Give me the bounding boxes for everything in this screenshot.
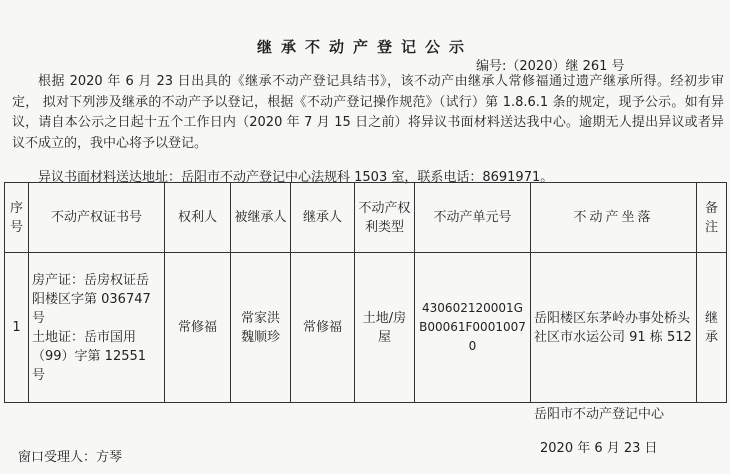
cell-cert-no	[29, 253, 165, 403]
cell-owner: 常修福	[165, 253, 231, 403]
cert-land: 土地证：岳市国用（99）字第 12551 号	[32, 329, 147, 383]
issuer-name: 岳阳市不动产登记中心	[534, 407, 665, 422]
table-header-row	[5, 183, 727, 253]
cell-unit-no: 430602120001GB00061F00010070	[415, 253, 531, 403]
cell-heir: 常修福	[291, 253, 355, 403]
issue-date: 2020 年 6 月 23 日	[540, 441, 658, 456]
notice-title: 继承不动产登记公示	[256, 38, 473, 56]
header-owner: 权利人	[165, 183, 231, 253]
header-right-type: 不动产权利类型	[355, 183, 415, 253]
cell-right-type: 土地/房屋	[355, 253, 415, 403]
notice-body: 根据 2020 年 6 月 23 日出具的《继承不动产登记具结书》，该不动产由继承人常修福通过遗产继承所得。经初步审定， 拟对下列涉及继承的不动产予以登记，根据《不动产登记操作规范》（试行）第 1.8.6.1 条的规定，现予公示。如有异议，请自本公示之日起十五个工作日内（2020 年 7 月 15 日之前）将异议书面材料送达我中心。逾期无人提出异议或者异议不成立的，我中心将予以登记。	[12, 74, 724, 151]
header-remark: 备注	[697, 183, 727, 253]
cell-decedent: 常家洪 魏顺珍	[231, 253, 291, 403]
header-seq: 序号	[5, 183, 29, 253]
window-clerk: 窗口受理人：方琴	[18, 450, 123, 465]
cert-property: 房产证：岳房权证岳阳楼区字第 036747 号	[32, 272, 151, 326]
cell-location: 岳阳楼区东茅岭办事处桥头社区市水运公司 91 栋 512	[531, 253, 697, 403]
header-heir: 继承人	[291, 183, 355, 253]
header-cert-no: 不动产权证书号	[29, 183, 165, 253]
header-unit-no: 不动产单元号	[415, 183, 531, 253]
header-decedent: 被继承人	[231, 183, 291, 253]
cell-seq: 1	[5, 253, 29, 403]
cell-remark: 继承	[697, 253, 727, 403]
header-location: 不动产坐落	[531, 183, 697, 253]
objection-address: 异议书面材料送达地址：岳阳市不动产登记中心法规科 1503 室，联系电话：8691971。	[38, 170, 554, 185]
table-row	[5, 253, 727, 403]
registration-table	[4, 182, 727, 403]
document-number: 编号:（2020）继 261 号	[476, 59, 625, 74]
